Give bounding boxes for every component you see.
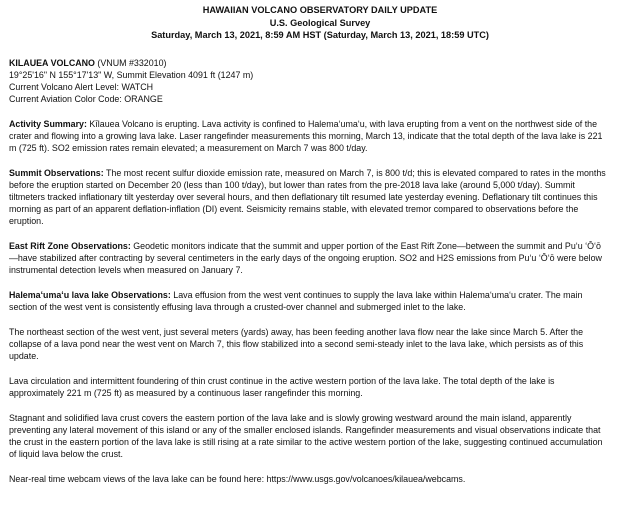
header-agency: U.S. Geological Survey (269, 17, 371, 28)
summit-line-1-text: The most recent sulfur dioxide emission rate, measured on March 7, is 800 t/d; this is elevated compared to rates in the months (103, 167, 606, 178)
summit-line-4: morning as part of an apparent deflation-inflation (DI) event. Seismicity remains stable, with elevated tremor compared to observations before the (9, 203, 579, 214)
summit-observations-label: Summit Observations: (9, 167, 104, 178)
volcano-aviation-code: Current Aviation Color Code: ORANGE (9, 93, 163, 104)
activity-line-3: m (725 ft). SO2 emission rates remain elevated; a measurement on March 7 was 800 t/day. (9, 142, 368, 153)
northeast-line-2: collapse of a lava pond near the west vent on March 7, this flow stabilized into a second semi-steady inlet to the lava lake, which persists as of this (9, 338, 584, 349)
lava-lake-line-2: section of the west vent is consistently effusing lava through a crusted-over channel and submerged inlet to the lake. (9, 301, 466, 312)
activity-line-2: crater and flowing into a growing lava lake. Laser rangefinder measurements this morning, March 13, indicate that the total depth of the lava lake is 221 (9, 130, 603, 141)
east-rift-line-1-text: Geodetic monitors indicate that the summit and upper portion of the East Rift Zone—between the summit and Puʻu ʻŌʻō (130, 240, 601, 251)
activity-line-1 (9, 118, 631, 130)
east-rift-paragraph (9, 240, 631, 276)
activity-summary-paragraph (9, 118, 631, 154)
summit-line-2: before the eruption started on December 20 (less than 100 t/day), but lower than rates from the pre-2018 lava lake (around 5,000 t/day). Summit (9, 179, 575, 190)
northeast-vent-paragraph (9, 326, 631, 362)
header-title: HAWAIIAN VOLCANO OBSERVATORY DAILY UPDATE (202, 5, 438, 15)
lava-lake-line-1 (9, 289, 631, 301)
stagnant-crust-paragraph (9, 412, 631, 460)
east-rift-line-1 (9, 240, 631, 252)
stagnant-line-4: of liquid lava below the crust. (9, 448, 123, 459)
east-rift-label: East Rift Zone Observations: (9, 240, 131, 251)
circulation-line-2: approximately 221 m (725 ft) as measured by a continuous laser rangefinder this morning. (9, 387, 363, 398)
volcano-alert-level: Current Volcano Alert Level: WATCH (9, 81, 154, 92)
stagnant-line-2: preventing any lateral movement of this island or any of the smaller enclosed islands. Rangefinder measurements and visual observations indicate that (9, 424, 601, 435)
circulation-line-1: Lava circulation and intermittent foundering of thin crust continue in the active western portion of the lava lake. The total depth of the lake is (9, 375, 555, 386)
activity-summary-label: Activity Summary: (9, 118, 87, 129)
volcano-title-line (9, 57, 631, 69)
lava-lake-paragraph (9, 289, 631, 313)
volcano-name: KILAUEA VOLCANO (9, 57, 95, 68)
circulation-paragraph (9, 375, 631, 399)
lava-lake-label: Halemaʻumaʻu lava lake Observations: (9, 289, 171, 300)
northeast-line-1: The northeast section of the west vent, just several meters (yards) away, has been feeding another lava flow near the lake since March 5. After the (9, 326, 584, 337)
activity-line-1-text: Kīlauea Volcano is erupting. Lava activity is confined to Halemaʻumaʻu, with lava erupting from a vent on the northwest side of the (86, 118, 598, 129)
summit-line-1 (9, 167, 631, 179)
webcam-line: Near-real time webcam views of the lava lake can be found here: https://www.usgs.gov/volcanoes/kilauea/webcams. (9, 473, 466, 484)
volcano-location: 19°25'16" N 155°17'13" W, Summit Elevation 4091 ft (1247 m) (9, 69, 254, 80)
webcam-paragraph (9, 473, 631, 485)
volcano-vnum: (VNUM #332010) (94, 57, 167, 68)
east-rift-line-2: —have stabilized after contracting by several centimeters in the early days of the ongoing eruption. SO2 and H2S emissions from Puʻu ʻŌʻō were below (9, 252, 602, 263)
stagnant-line-1: Stagnant and solidified lava crust covers the eastern portion of the lava lake and is slowly growing westward around the main island, apparently (9, 412, 572, 423)
northeast-line-3: update. (9, 350, 39, 361)
document-header (9, 4, 631, 42)
east-rift-line-3: instrumental detection levels when measured on January 7. (9, 264, 243, 275)
summit-line-5: eruption. (9, 215, 44, 226)
volcano-info (9, 57, 631, 105)
header-date: Saturday, March 13, 2021, 8:59 AM HST (Saturday, March 13, 2021, 18:59 UTC) (151, 30, 489, 40)
summit-line-3: tiltmeters tracked inflationary tilt yesterday over several hours, and then deflationary tilt resumed late yesterday evening. Deflationary tilt continues this (9, 191, 598, 202)
stagnant-line-3: the crust in the eastern portion of the lava lake is still rising at a rate similar to the active western portion of the lake, suggesting continued accumulation (9, 436, 603, 447)
summit-observations-paragraph (9, 167, 631, 227)
lava-lake-line-1-text: Lava effusion from the west vent continues to supply the lava lake within Halemaʻumaʻu crater. The main (170, 289, 583, 300)
